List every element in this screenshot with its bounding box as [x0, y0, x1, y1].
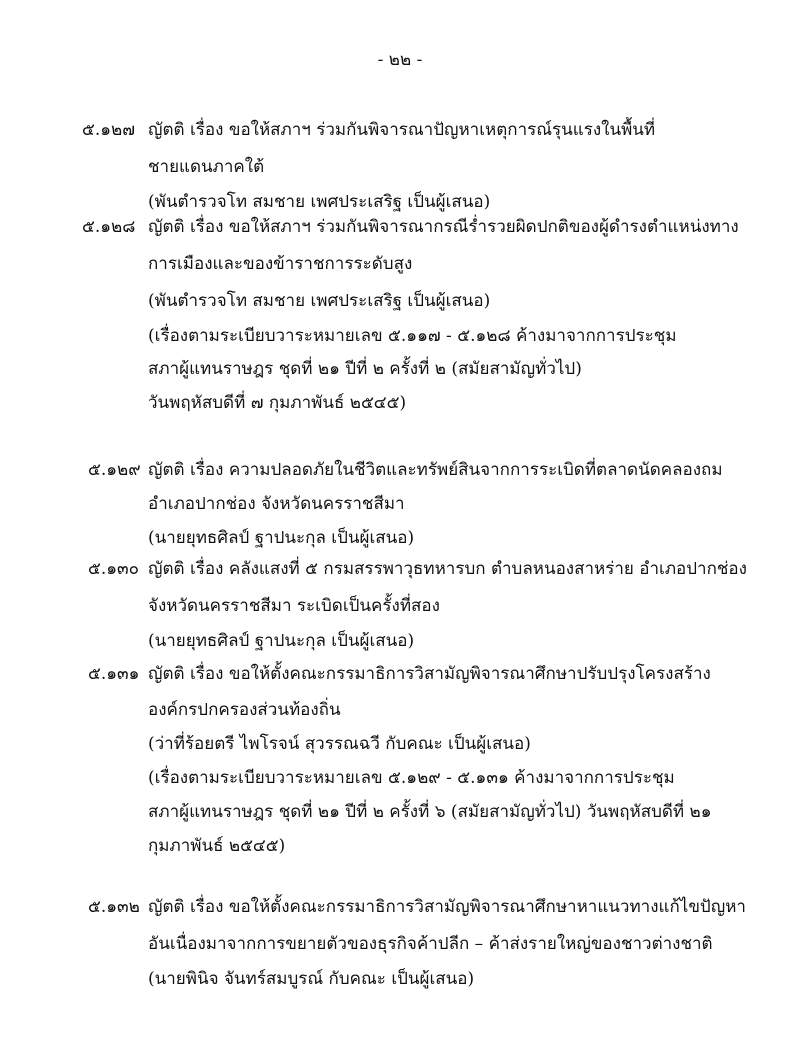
item-number: ๕.๑๒๙	[88, 460, 141, 480]
item-title-line: ญัตติ เรื่อง ขอให้สภาฯ ร่วมกันพิจารณากรณีร่ำรวยผิดปกติของผู้ดำรงตำแหน่งทาง	[148, 217, 739, 237]
item-text-line: สภาผู้แทนราษฎร ชุดที่ ๒๑ ปีที่ ๒ ครั้งที่ ๖ (สมัยสามัญทั่วไป) วันพฤหัสบดีที่ ๒๑	[148, 802, 712, 822]
item-text-line: ชายแดนภาคใต้	[148, 157, 265, 177]
item-number: ๕.๑๒๘	[82, 217, 136, 237]
item-number: ๕.๑๓๒	[88, 897, 140, 917]
item-title-line: ญัตติ เรื่อง ขอให้ตั้งคณะกรรมาธิการวิสามัญพิจารณาศึกษาปรับปรุงโครงสร้าง	[148, 664, 711, 684]
item-title-line: ญัตติ เรื่อง ขอให้ตั้งคณะกรรมาธิการวิสามัญพิจารณาศึกษาหาแนวทางแก้ไขปัญหา	[148, 897, 746, 917]
item-text-line: (เรื่องตามระเบียบวาระหมายเลข ๕.๑๒๙ - ๕.๑๓๑ ค้างมาจากการประชุม	[148, 768, 675, 788]
item-text-line: (พันตำรวจโท สมชาย เพศประเสริฐ เป็นผู้เสนอ)	[148, 192, 491, 212]
item-text-line: (นายพินิจ จันทร์สมบูรณ์ กับคณะ เป็นผู้เสนอ)	[148, 969, 475, 989]
item-text-line: วันพฤหัสบดีที่ ๗ กุมภาพันธ์ ๒๕๔๕)	[148, 393, 407, 413]
item-text-line: (พันตำรวจโท สมชาย เพศประเสริฐ เป็นผู้เสนอ)	[148, 291, 491, 311]
item-text-line: กุมภาพันธ์ ๒๕๔๕)	[148, 836, 286, 856]
item-text-line: องค์กรปกครองส่วนท้องถิ่น	[148, 700, 341, 720]
item-number: ๕.๑๓๐	[88, 559, 140, 579]
item-number: ๕.๑๒๗	[82, 120, 136, 140]
item-title-line: ญัตติ เรื่อง ขอให้สภาฯ ร่วมกันพิจารณาปัญหาเหตุการณ์รุนแรงในพื้นที่	[148, 120, 656, 140]
item-text-line: การเมืองและของข้าราชการระดับสูง	[148, 254, 413, 274]
item-text-line: (นายยุทธศิลป์ ฐาปนะกุล เป็นผู้เสนอ)	[148, 528, 415, 548]
item-text-line: จังหวัดนครราชสีมา ระเบิดเป็นครั้งที่สอง	[148, 596, 440, 616]
item-number: ๕.๑๓๑	[88, 664, 140, 684]
item-text-line: สภาผู้แทนราษฎร ชุดที่ ๒๑ ปีที่ ๒ ครั้งที่ ๒ (สมัยสามัญทั่วไป)	[148, 359, 582, 379]
item-title-line: ญัตติ เรื่อง คลังแสงที่ ๕ กรมสรรพาวุธทหารบก ตำบลหนองสาหร่าย อำเภอปากช่อง	[148, 559, 747, 579]
item-title-line: ญัตติ เรื่อง ความปลอดภัยในชีวิตและทรัพย์สินจากการระเบิดที่ตลาดนัดคลองถม	[148, 460, 723, 480]
page-number: - ๒๒ -	[377, 50, 423, 70]
item-text-line: (นายยุทธศิลป์ ฐาปนะกุล เป็นผู้เสนอ)	[148, 631, 415, 651]
item-text-line: อันเนื่องมาจากการขยายตัวของธุรกิจค้าปลีก – ค้าส่งรายใหญ่ของชาวต่างชาติ	[148, 934, 713, 954]
item-text-line: อำเภอปากช่อง จังหวัดนครราชสีมา	[148, 494, 405, 514]
item-text-line: (เรื่องตามระเบียบวาระหมายเลข ๕.๑๑๗ - ๕.๑๒๘ ค้างมาจากการประชุม	[148, 326, 677, 346]
item-text-line: (ว่าที่ร้อยตรี ไพโรจน์ สุวรรณฉวี กับคณะ เป็นผู้เสนอ)	[148, 734, 531, 754]
